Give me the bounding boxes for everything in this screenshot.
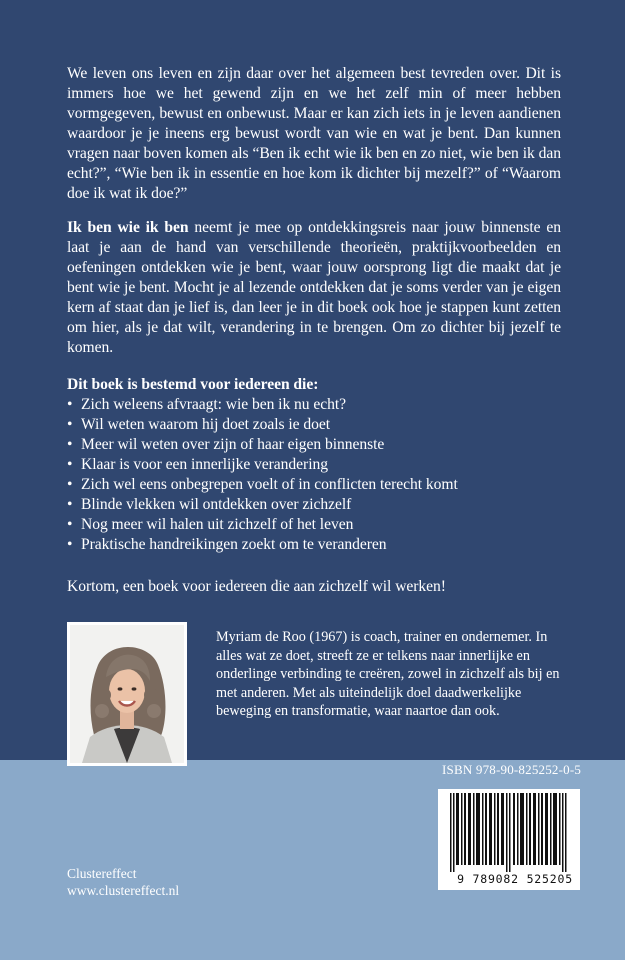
list-item: • Meer wil weten over zijn of haar eigen binnenste [67,435,561,455]
list-item: • Klaar is voor een innerlijke verandering [67,455,561,475]
description-text: neemt je mee op ontdekkingsreis naar jouw binnenste en laat je aan de hand van verschillende theorieën, praktijkvoorbeelden en oefeningen ontdekken wie je bent, waar jouw oorsprong ligt die maakt dat je bent wie je bent. Mocht je al lezende ontdekken dat je soms verder van je eigen kern af staat dan je lief is, dan leer je in dit boek ook hoe je stappen kunt zetten om hier, als je dat wilt, verandering in te brengen. Om zo dichter bij jezelf te komen. [67,219,561,356]
audience-list-title: Dit boek is bestemd voor iedereen die: [67,376,319,393]
barcode [438,789,580,890]
author-bio: Myriam de Roo (1967) is coach, trainer en ondernemer. In alles wat ze doet, streeft ze er telkens naar innerlijke en onderlinge verbinding te creëren, zowel in zichzelf als bij en met anderen. Met als uiteindelijk doel daadwerkelijke beweging en transformatie, waar naartoe dan ook. [216,629,560,720]
intro-paragraph: We leven ons leven en zijn daar over het algemeen best tevreden over. Dit is immers hoe we het gewend zijn en we het zelf min of meer hebben vormgegeven, bewust en onbewust. Maar er kan zich iets in je leven aandienen waardoor je je ineens erg bewust wordt van wie en wat je bent. Dan kunnen vragen naar boven komen als “Ben ik echt wie ik ben en zo niet, wie ben ik dan echt?”, “Wie ben ik in essentie en hoe kom ik dichter bij mezelf?” of “Waarom doe ik wat ik doe?” [67,65,561,202]
list-item: • Zich weleens afvraagt: wie ben ik nu echt? [67,395,561,415]
list-item: • Praktische handreikingen zoekt om te veranderen [67,535,561,555]
book-title-inline: Ik ben wie ik ben [67,219,189,236]
audience-list-block [67,375,561,555]
publisher-block [67,865,179,899]
list-item: • Blinde vlekken wil ontdekken over zichzelf [67,495,561,515]
publisher-website: www.clustereffect.nl [67,883,180,898]
author-portrait-illustration [70,625,184,763]
list-item: • Zich wel eens onbegrepen voelt of in conflicten terecht komt [67,475,561,495]
audience-list [67,395,561,555]
author-photo [67,622,187,766]
publisher-name: Clustereffect [67,866,137,881]
isbn-label: ISBN 978-90-825252-0-5 [442,762,582,777]
barcode-number: 9 789082 525205 [450,872,580,886]
list-item: • Nog meer wil halen uit zichzelf of het leven [67,515,561,535]
closing-line: Kortom, een boek voor iedereen die aan zichzelf wil werken! [67,578,446,595]
list-item: • Wil weten waarom hij doet zoals ie doet [67,415,561,435]
description-paragraph [67,218,561,358]
barcode-bars [442,793,576,873]
